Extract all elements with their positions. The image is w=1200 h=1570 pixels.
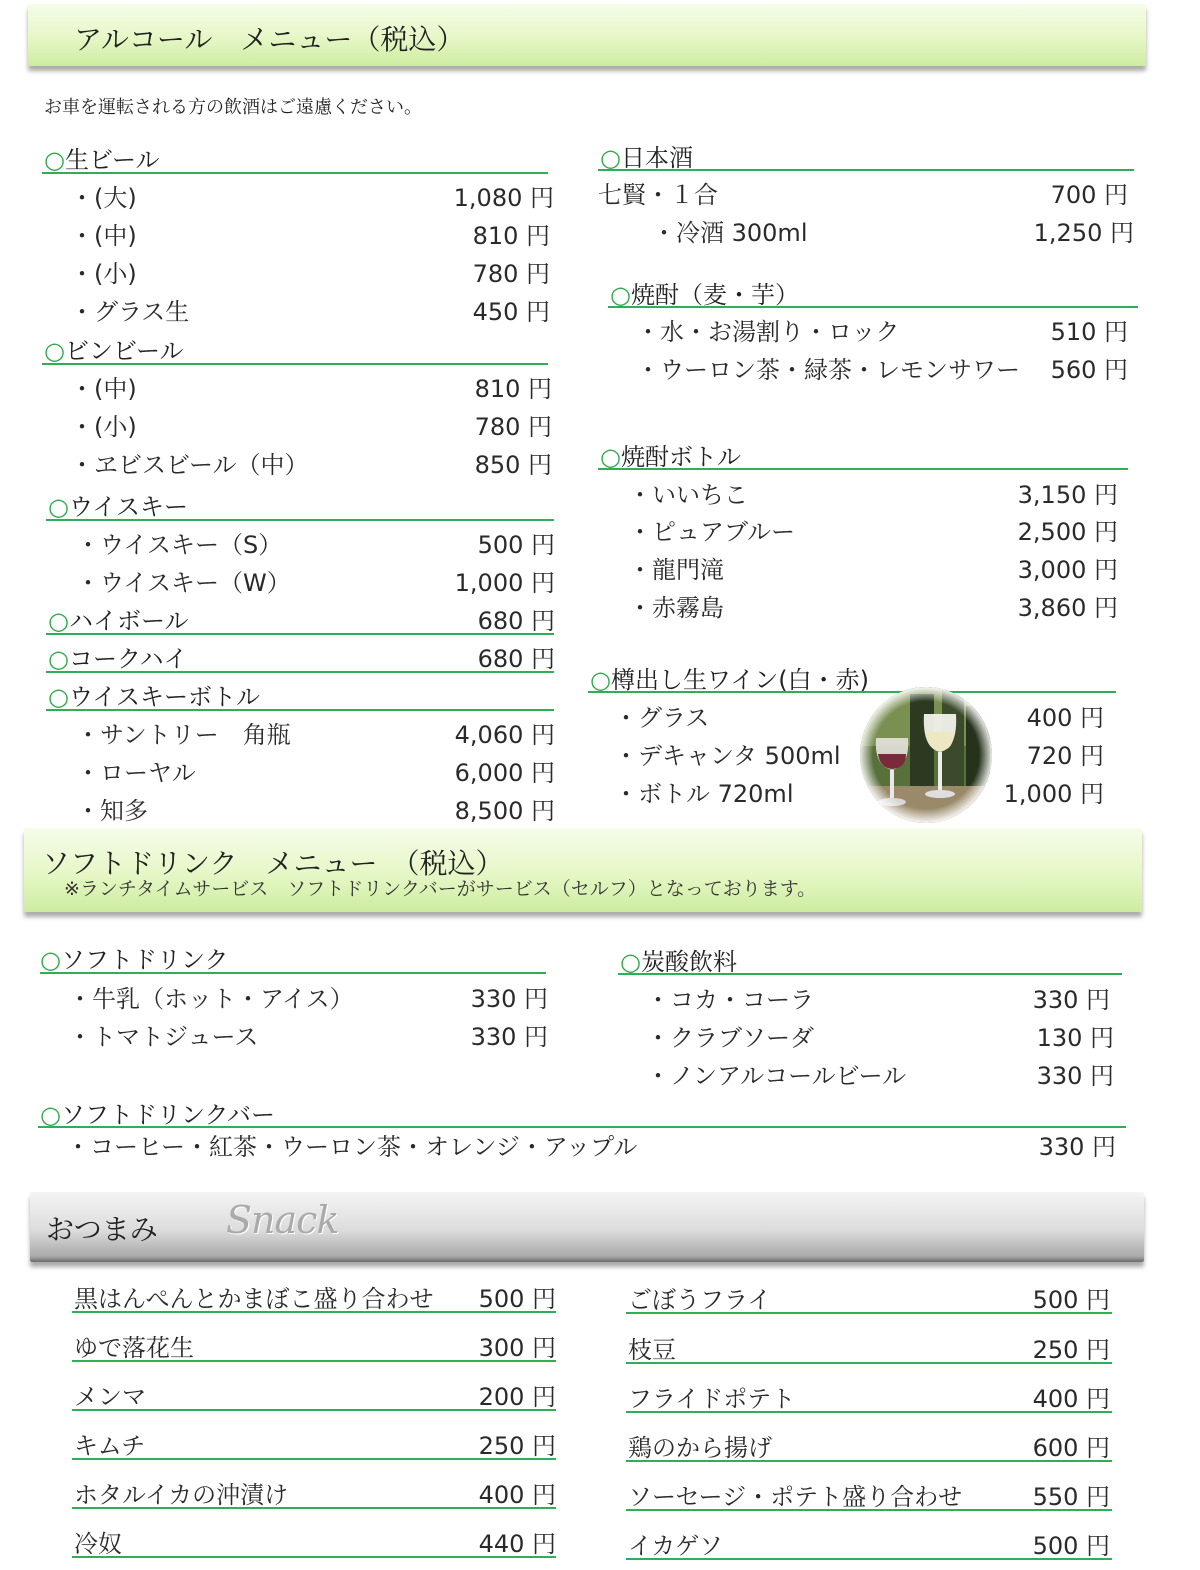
menu-item-name: ・ローヤル [76, 759, 196, 787]
snack-item-price: 500 円 [1032, 1532, 1110, 1560]
circle-outline-icon: ○ [600, 443, 621, 471]
menu-item-name: ・(中) [70, 375, 137, 403]
snack-item-price: 250 円 [1032, 1336, 1110, 1364]
snack-item-name: 鶏のから揚げ [628, 1434, 772, 1462]
menu-item-name: ・知多 [76, 797, 148, 825]
section-drinkbar [40, 1095, 275, 1130]
circle-outline-icon: ○ [48, 607, 69, 635]
divider [588, 691, 1116, 693]
divider [46, 671, 554, 673]
snack-item-name: 黒はんぺんとかまぼこ盛り合わせ [74, 1285, 434, 1313]
menu-item-name: ・サントリー 角瓶 [76, 721, 291, 749]
divider [626, 1312, 1112, 1314]
snack-script-logo: Snack [226, 1198, 339, 1242]
section-carbonated [620, 942, 737, 977]
menu-item-price: 780 円 [472, 260, 550, 288]
menu-item-price: 810 円 [474, 375, 552, 403]
divider [72, 1311, 556, 1313]
snack-item-name: ゆで落花生 [74, 1334, 194, 1362]
highball-price: 680 円 [477, 607, 555, 635]
snack-item-price: 400 円 [478, 1481, 556, 1509]
divider [46, 519, 554, 521]
circle-outline-icon: ○ [620, 948, 641, 976]
section-wine [590, 660, 869, 695]
menu-item-price: 850 円 [474, 451, 552, 479]
section-whisky-bottle-title: ウイスキーボトル [68, 683, 260, 711]
menu-item-name: ・ウーロン茶・緑茶・レモンサワー [636, 356, 1020, 384]
menu-item-name: ・グラス生 [70, 298, 190, 326]
circle-outline-icon: ○ [44, 146, 65, 174]
section-carbonated-title: 炭酸飲料 [640, 948, 737, 976]
divider [72, 1360, 556, 1362]
menu-item-price: 400 円 [1026, 704, 1104, 732]
cokehigh-price: 680 円 [477, 645, 555, 673]
menu-item-price: 3,000 円 [1017, 556, 1118, 584]
section-bin-beer [44, 331, 184, 366]
menu-item-price: 700 円 [1050, 181, 1128, 209]
snack-item-name: ホタルイカの沖漬け [74, 1481, 289, 1509]
divider [72, 1409, 556, 1411]
divider [598, 468, 1128, 470]
lunch-service-note: ※ランチタイムサービス ソフトドリンクバーがサービス（セルフ）となっております。 [64, 878, 817, 900]
divider [46, 709, 554, 711]
menu-item-name: ・デキャンタ 500ml [614, 742, 841, 770]
circle-outline-icon: ○ [40, 946, 61, 974]
menu-item-price: 450 円 [472, 298, 550, 326]
divider [608, 306, 1138, 308]
snack-item-price: 300 円 [478, 1334, 556, 1362]
divider [72, 1458, 556, 1460]
divider [598, 169, 1134, 171]
alcohol-menu-title: アルコール メニュー（税込） [74, 23, 465, 56]
divider [46, 633, 554, 635]
snack-item-name: フライドポテト [628, 1385, 796, 1413]
drinking-notice: お車を運転される方の飲酒はご遠慮ください。 [44, 97, 422, 118]
section-softdrink-title: ソフトドリンク [60, 946, 229, 974]
section-cokehigh [48, 639, 188, 674]
section-sake-title: 日本酒 [620, 144, 693, 172]
menu-item-price: 3,150 円 [1017, 481, 1118, 509]
divider [626, 1558, 1112, 1560]
circle-outline-icon: ○ [600, 144, 621, 172]
menu-item-name: ・(大) [70, 184, 137, 212]
menu-item-price: 130 円 [1036, 1024, 1114, 1052]
menu-item-name: ・ウイスキー（S） [76, 531, 283, 559]
section-nama-beer-title: 生ビール [64, 146, 160, 174]
menu-item-name: ・(中) [70, 222, 137, 250]
alcohol-banner [28, 4, 1146, 66]
divider [72, 1556, 556, 1558]
snack-item-price: 400 円 [1032, 1385, 1110, 1413]
menu-item-name: ・コカ・コーラ [646, 986, 814, 1014]
snack-item-name: メンマ [74, 1383, 146, 1411]
menu-item-price: 330 円 [1032, 986, 1110, 1014]
soft-drink-menu-title: ソフトドリンク メニュー （税込） [42, 847, 504, 880]
menu-item-name: 七賢・１合 [598, 181, 718, 209]
snack-item-price: 200 円 [478, 1383, 556, 1411]
snack-item-name: ごぼうフライ [628, 1286, 772, 1314]
snack-item-price: 500 円 [1032, 1286, 1110, 1314]
divider [626, 1362, 1112, 1364]
wine-glasses-photo [858, 686, 994, 824]
menu-item-name: ・(小) [70, 260, 137, 288]
snack-item-price: 600 円 [1032, 1434, 1110, 1462]
menu-item-name: ・冷酒 300ml [652, 219, 808, 247]
divider [626, 1411, 1112, 1413]
menu-item-price: 1,250 円 [1033, 219, 1134, 247]
section-shochu [610, 275, 799, 310]
circle-outline-icon: ○ [48, 493, 69, 521]
menu-item-price: 4,060 円 [454, 721, 555, 749]
menu-item-name: ・コーヒー・紅茶・ウーロン茶・オレンジ・アップル [66, 1133, 638, 1161]
menu-item-price: 330 円 [470, 985, 548, 1013]
menu-item-name: ・グラス [614, 704, 710, 732]
menu-item-price: 330 円 [470, 1023, 548, 1051]
section-shochu-bottle [600, 437, 741, 472]
section-softdrink [40, 940, 228, 975]
menu-item-name: ・水・お湯割り・ロック [636, 318, 900, 346]
divider [40, 972, 546, 974]
menu-item-name: ・クラブソーダ [646, 1024, 814, 1052]
menu-item-price: 6,000 円 [454, 759, 555, 787]
section-sake [600, 138, 693, 173]
menu-item-name: ・ボトル 720ml [614, 780, 794, 808]
menu-item-name: ・龍門滝 [628, 556, 724, 584]
snack-item-name: キムチ [74, 1432, 146, 1460]
divider [618, 973, 1122, 975]
section-shochu-bottle-title: 焼酎ボトル [620, 443, 741, 471]
menu-item-price: 1,080 円 [453, 184, 554, 212]
menu-item-price: 560 円 [1050, 356, 1128, 384]
menu-item-name: ・いいちこ [628, 481, 748, 509]
menu-item-price: 780 円 [474, 413, 552, 441]
divider [626, 1460, 1112, 1462]
menu-item-name: ・ウイスキー（W） [76, 569, 291, 597]
menu-item-price: 3,860 円 [1017, 594, 1118, 622]
snack-item-price: 440 円 [478, 1530, 556, 1558]
circle-outline-icon: ○ [48, 683, 69, 711]
menu-item-price: 330 円 [1038, 1133, 1116, 1161]
section-highball-title: ハイボール [68, 607, 189, 635]
section-highball [48, 601, 188, 636]
divider [42, 172, 548, 174]
circle-outline-icon: ○ [48, 645, 69, 673]
menu-item-price: 1,000 円 [454, 569, 555, 597]
section-whisky-bottle [48, 677, 260, 712]
menu-item-name: ・ヱビスビール（中） [70, 451, 309, 479]
snack-item-name: ソーセージ・ポテト盛り合わせ [628, 1483, 963, 1511]
menu-item-name: ・ピュアブルー [628, 518, 796, 546]
menu-item-price: 720 円 [1026, 742, 1104, 770]
section-whisky [48, 487, 188, 522]
menu-item-price: 810 円 [472, 222, 550, 250]
section-shochu-title: 焼酎（麦・芋） [630, 281, 799, 309]
divider [42, 363, 548, 365]
soft-drink-banner [24, 828, 1142, 912]
menu-item-name: ・(小) [70, 413, 137, 441]
section-cokehigh-title: コークハイ [68, 645, 188, 673]
circle-outline-icon: ○ [40, 1101, 61, 1129]
menu-item-price: 1,000 円 [1003, 780, 1104, 808]
snack-item-name: イカゲソ [628, 1532, 724, 1560]
section-whisky-title: ウイスキー [68, 493, 188, 521]
menu-item-price: 2,500 円 [1017, 518, 1118, 546]
snack-item-name: 冷奴 [74, 1530, 122, 1558]
menu-item-name: ・牛乳（ホット・アイス） [68, 985, 354, 1013]
divider [72, 1507, 556, 1509]
circle-outline-icon: ○ [44, 337, 65, 365]
menu-item-name: ・赤霧島 [628, 594, 724, 622]
menu-item-price: 8,500 円 [454, 797, 555, 825]
menu-item-price: 500 円 [477, 531, 555, 559]
snack-banner [30, 1192, 1144, 1262]
section-drinkbar-title: ソフトドリンクバー [60, 1101, 276, 1129]
snack-item-price: 250 円 [478, 1432, 556, 1460]
snack-menu-title: おつまみ [46, 1213, 158, 1246]
menu-item-name: ・ノンアルコールビール [646, 1062, 907, 1090]
snack-item-price: 500 円 [478, 1285, 556, 1313]
snack-item-name: 枝豆 [628, 1336, 676, 1364]
menu-item-price: 510 円 [1050, 318, 1128, 346]
section-wine-title: 樽出し生ワイン(白・赤) [610, 666, 869, 694]
divider [626, 1509, 1112, 1511]
menu-item-name: ・トマトジュース [68, 1023, 259, 1051]
section-nama-beer [44, 140, 160, 175]
menu-item-price: 330 円 [1036, 1062, 1114, 1090]
circle-outline-icon: ○ [610, 281, 631, 309]
circle-outline-icon: ○ [590, 666, 611, 694]
section-bin-beer-title: ビンビール [64, 337, 184, 365]
snack-item-price: 550 円 [1032, 1483, 1110, 1511]
